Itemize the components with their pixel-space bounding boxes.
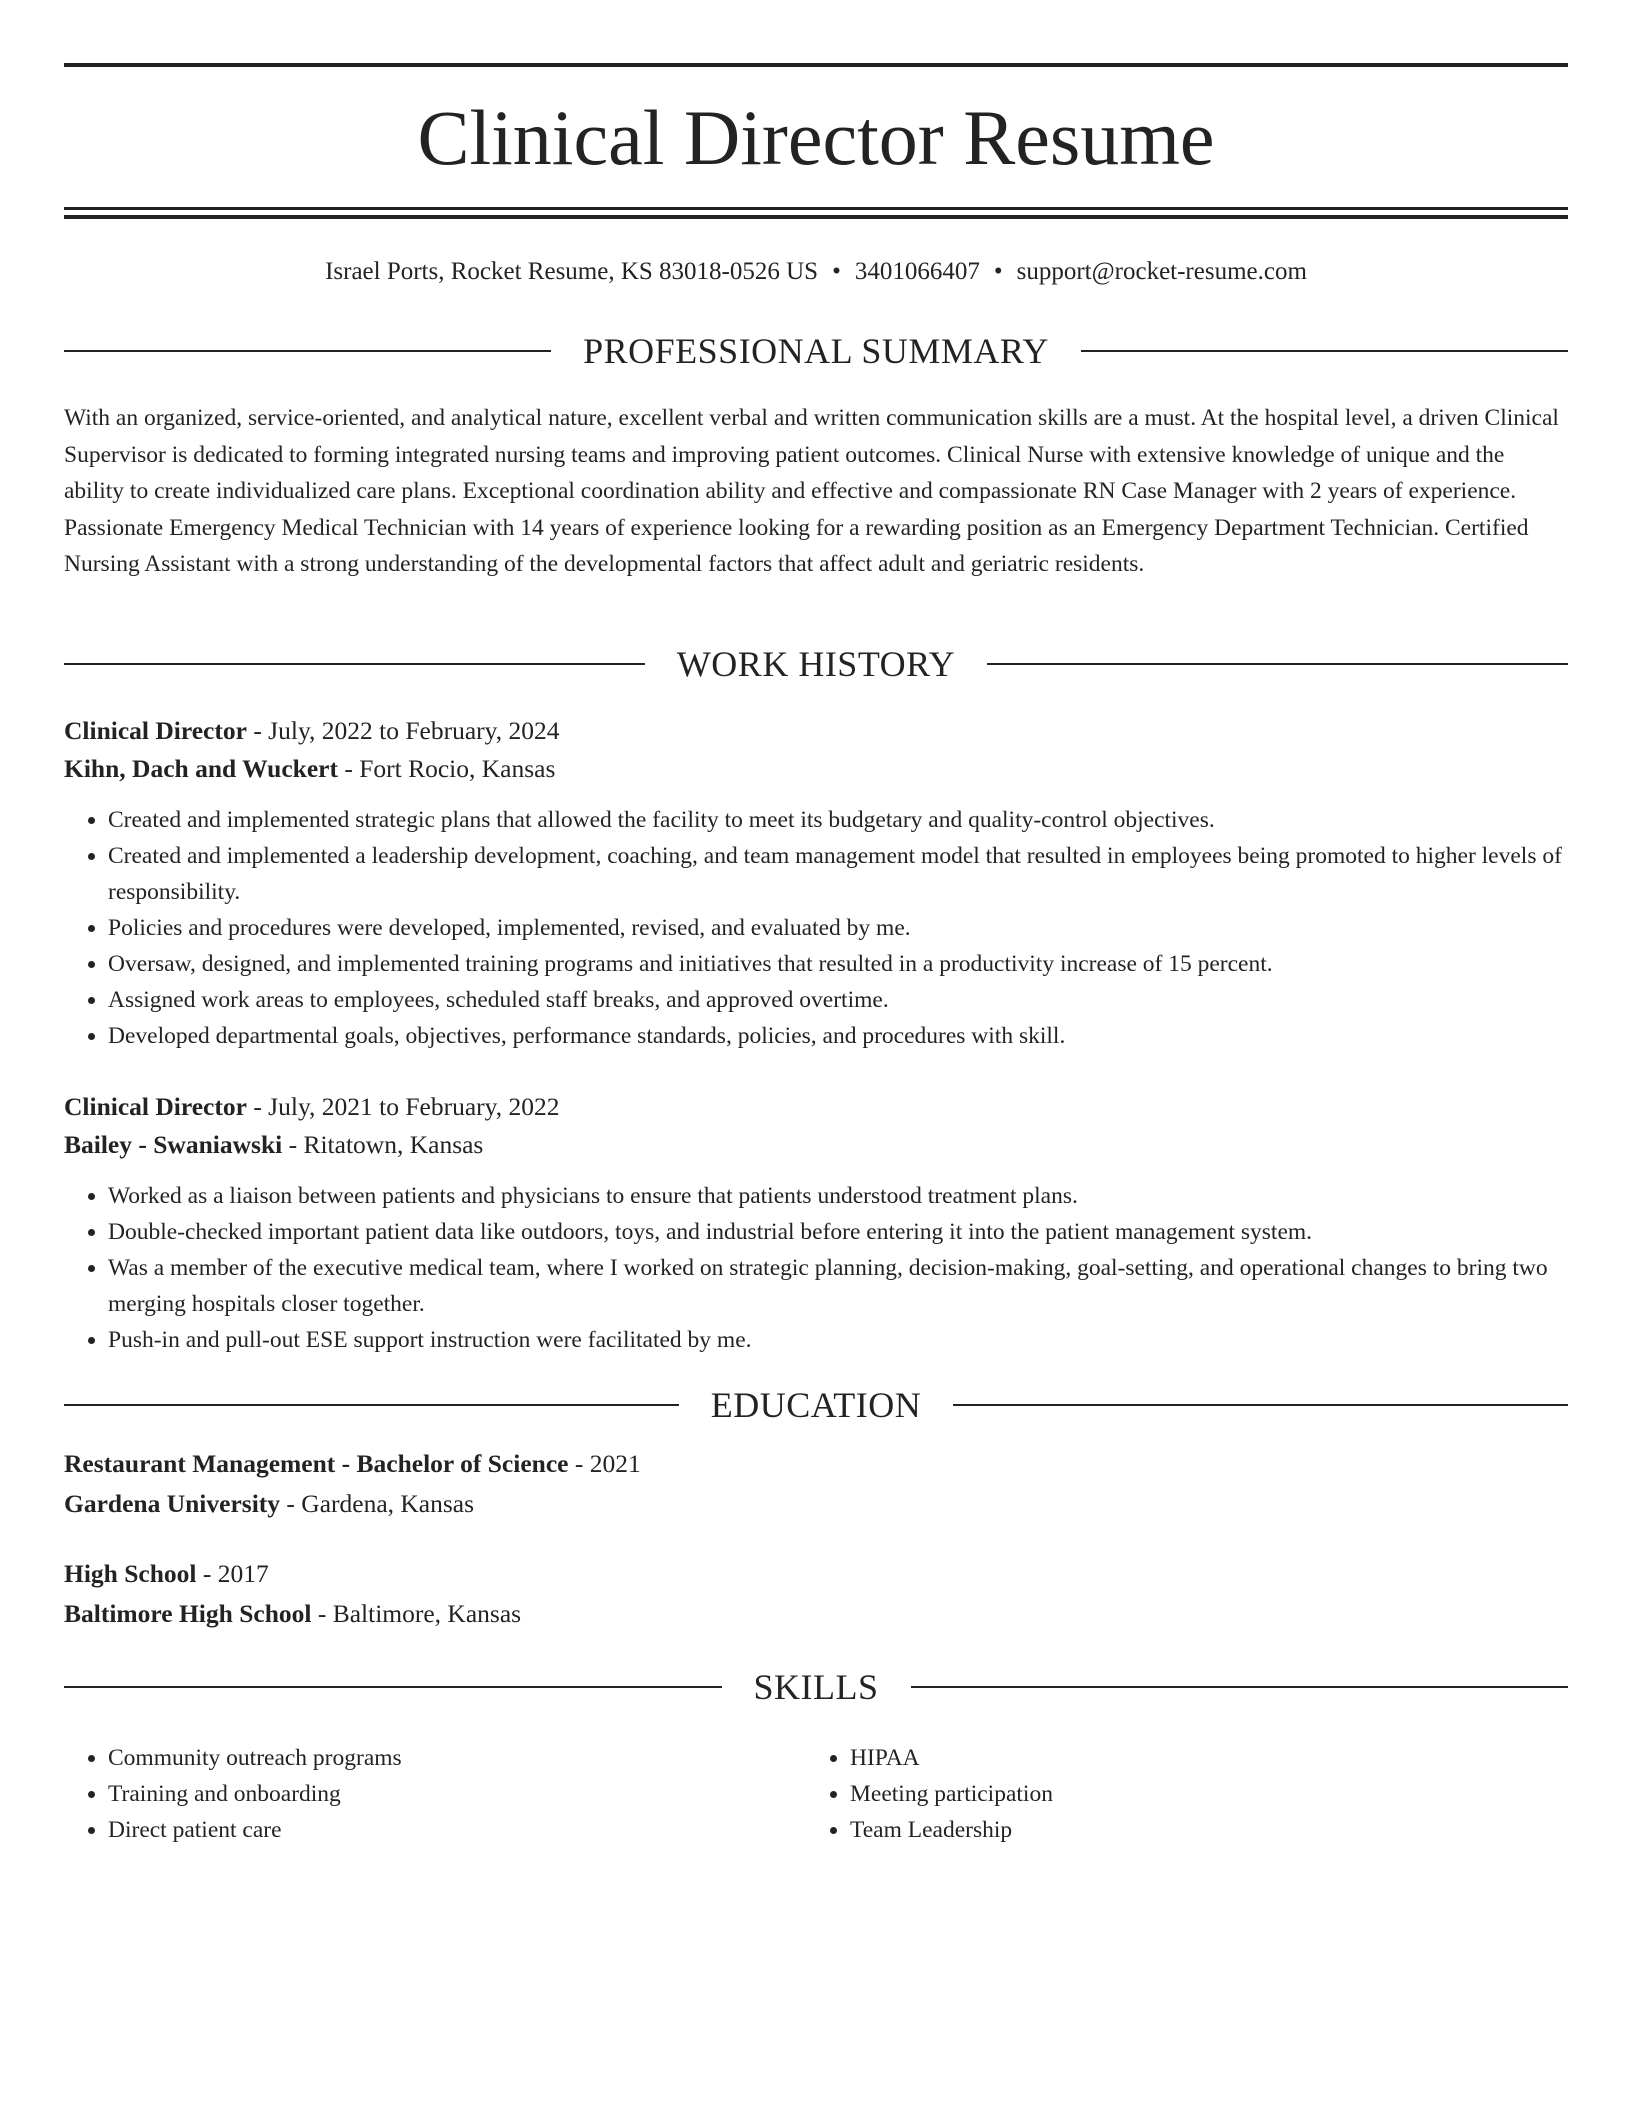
job-title: Clinical Director	[64, 716, 247, 745]
section-header-skills	[64, 1663, 1568, 1711]
section-title: SKILLS	[753, 1667, 879, 1707]
job-bullets	[64, 802, 1568, 1054]
skill-item: • Training and onboarding	[108, 1776, 808, 1812]
skill-item: • Direct patient care	[108, 1812, 808, 1848]
skill-item: • Meeting participation	[850, 1776, 1550, 1812]
top-rule	[64, 63, 1568, 67]
list-item: • Double-checked important patient data like outdoors, toys, and industrial before entering it into the patient management system.	[108, 1214, 1568, 1250]
list-item: • Assigned work areas to employees, scheduled staff breaks, and approved overtime.	[108, 982, 1568, 1018]
list-item: • Developed departmental goals, objectives, performance standards, policies, and procedures with skill.	[108, 1018, 1568, 1054]
skill-item: • Team Leadership	[850, 1812, 1550, 1848]
job-dates: - July, 2021 to February, 2022	[246, 1092, 560, 1121]
degree: Restaurant Management - Bachelor of Science	[64, 1449, 569, 1478]
section-header-education	[64, 1381, 1568, 1429]
section-title: WORK HISTORY	[676, 644, 956, 684]
job-company-line	[64, 750, 1568, 788]
degree: High School	[64, 1559, 197, 1588]
summary-text: With an organized, service-oriented, and analytical nature, excellent verbal and written communication skills are a must. At the hospital level, a driven Clinical Supervisor is dedicated to forming integrated nursing teams and improving patient outcomes. Clinical Nurse with extensive knowledge of unique and the ability to create individualized care plans. Exceptional coordination ability and effective and compassionate RN Case Manager with 2 years of experience. Passionate Emergency Medical Technician with 14 years of experience looking for a rewarding position as an Emergency Department Technician. Certified Nursing Assistant with a strong understanding of the developmental factors that affect adult and geriatric residents.	[64, 405, 1559, 577]
divider	[987, 663, 1568, 665]
title-rule-lower	[64, 215, 1568, 219]
divider	[1081, 350, 1568, 352]
education-entry	[64, 1554, 1568, 1634]
list-item: • Created and implemented a leadership development, coaching, and team management model that resulted in employees being promoted to higher levels of responsibility.	[108, 838, 1568, 910]
divider	[64, 1686, 722, 1688]
skills-list-left	[64, 1740, 808, 1848]
degree-line	[64, 1554, 1568, 1594]
contact-address: Israel Ports, Rocket Resume, KS 83018-0526 US	[325, 258, 819, 285]
job-title: Clinical Director	[64, 1092, 247, 1121]
contact-email: support@rocket-resume.com	[1016, 258, 1307, 285]
school: Baltimore High School	[64, 1599, 312, 1628]
list-item: • Worked as a liaison between patients and physicians to ensure that patients understood treatment plans.	[108, 1178, 1568, 1214]
section-header-summary	[64, 327, 1568, 375]
job-title-line	[64, 712, 1568, 750]
school-line	[64, 1484, 1568, 1524]
education-entry	[64, 1444, 1568, 1524]
job-location: - Ritatown, Kansas	[282, 1130, 484, 1159]
list-item: • Push-in and pull-out ESE support instruction were facilitated by me.	[108, 1322, 1568, 1358]
divider	[64, 1404, 679, 1406]
school-location: - Baltimore, Kansas	[311, 1599, 522, 1628]
section-title: EDUCATION	[710, 1385, 922, 1425]
job-entry	[64, 1088, 1568, 1358]
degree-year: - 2017	[196, 1559, 269, 1588]
section-title: PROFESSIONAL SUMMARY	[583, 331, 1049, 371]
section-header-work-history	[64, 640, 1568, 688]
list-item: • Oversaw, designed, and implemented training programs and initiatives that resulted in a productivity increase of 15 percent.	[108, 946, 1568, 982]
skill-item: • Community outreach programs	[108, 1740, 808, 1776]
list-item: • Was a member of the executive medical team, where I worked on strategic planning, decision-making, goal-setting, and operational changes to bring two merging hospitals closer together.	[108, 1250, 1568, 1322]
skill-item: • HIPAA	[850, 1740, 1550, 1776]
school-location: - Gardena, Kansas	[280, 1489, 475, 1518]
job-title-line	[64, 1088, 1568, 1126]
list-item: • Policies and procedures were developed, implemented, revised, and evaluated by me.	[108, 910, 1568, 946]
job-company-line	[64, 1126, 1568, 1164]
job-entry	[64, 712, 1568, 1054]
school-line	[64, 1594, 1568, 1634]
divider	[953, 1404, 1568, 1406]
contact-phone: 3401066407	[854, 258, 980, 285]
divider	[64, 350, 551, 352]
school: Gardena University	[64, 1489, 281, 1518]
contact-separator: •	[993, 258, 1003, 285]
list-item: • Created and implemented strategic plans that allowed the facility to meet its budgetary and quality-control objectives.	[108, 802, 1568, 838]
job-location: - Fort Rocio, Kansas	[337, 754, 556, 783]
title-rule-upper	[64, 207, 1568, 210]
divider	[911, 1686, 1569, 1688]
job-company: Kihn, Dach and Wuckert	[64, 754, 338, 783]
degree-line	[64, 1444, 1568, 1484]
job-company: Bailey - Swaniawski	[64, 1130, 283, 1159]
job-dates: - July, 2022 to February, 2024	[246, 716, 560, 745]
degree-year: - 2021	[568, 1449, 641, 1478]
skills-list-right	[806, 1740, 1550, 1848]
job-bullets	[64, 1178, 1568, 1358]
contact-line	[64, 254, 1568, 290]
contact-separator: •	[832, 258, 841, 285]
resume-title: Clinical Director Resume	[417, 94, 1215, 181]
divider	[64, 663, 645, 665]
